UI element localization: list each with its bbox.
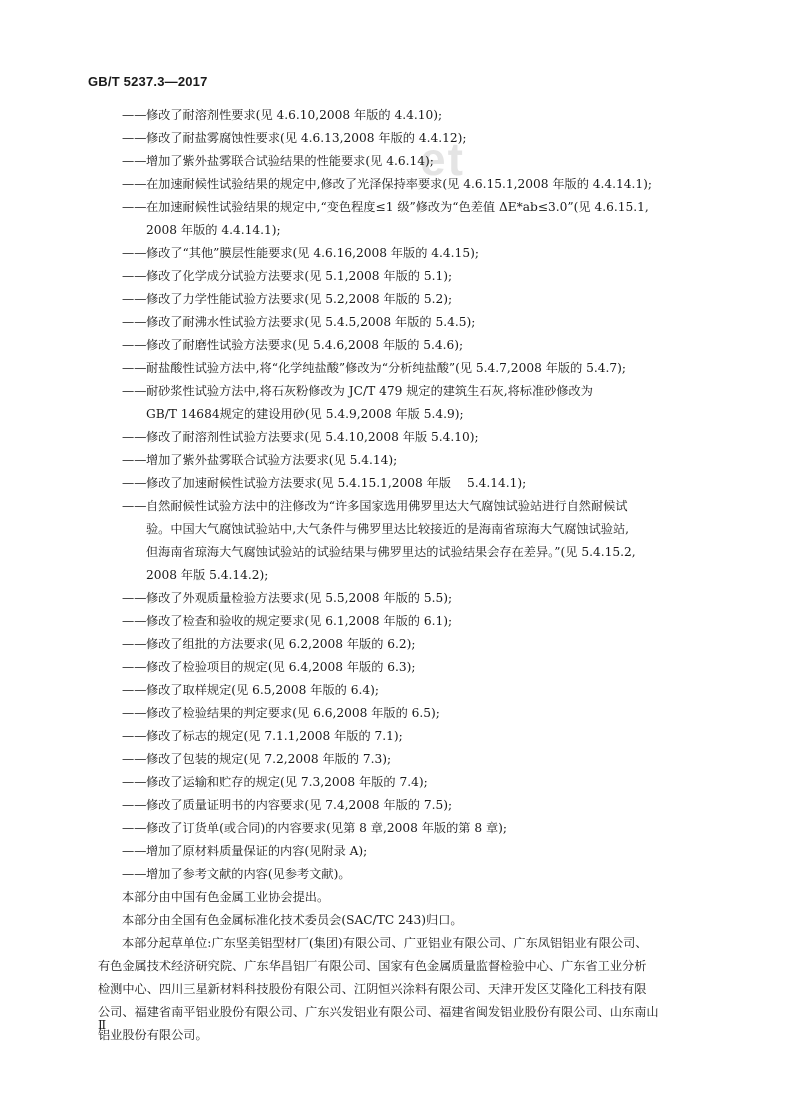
- change-list-item: [0, 587, 800, 610]
- list-dash: ——: [122, 683, 147, 697]
- change-list-item-continuation: [0, 518, 800, 541]
- watermark: et: [420, 133, 465, 185]
- change-list-item-continuation: [0, 564, 800, 587]
- line-text: 修改了组批的方法要求(见 6.2,2008 年版的 6.2);: [146, 637, 416, 651]
- line-text: 本部分起草单位:广东坚美铝型材厂(集团)有限公司、广亚铝业有限公司、广东凤铝铝业有限公司、: [122, 936, 648, 950]
- change-list-item: [0, 840, 800, 863]
- change-list-item: [0, 748, 800, 771]
- list-dash: ——: [122, 637, 147, 651]
- list-dash: ——: [122, 200, 147, 214]
- list-dash: ——: [122, 177, 147, 191]
- line-text: 修改了质量证明书的内容要求(见 7.4,2008 年版的 7.5);: [146, 798, 453, 812]
- paragraph-line: [0, 955, 800, 978]
- line-text: 耐砂浆性试验方法中,将石灰粉修改为 JC/T 479 规定的建筑生石灰,将标准砂修改为: [146, 384, 593, 398]
- line-text: 2008 年版的 4.4.14.1);: [146, 223, 281, 237]
- line-text: 自然耐候性试验方法中的注修改为“许多国家选用佛罗里达大气腐蚀试验站进行自然耐候试: [146, 499, 628, 513]
- list-dash: ——: [122, 499, 147, 513]
- line-text: 修改了耐溶剂性试验方法要求(见 5.4.10,2008 年版 5.4.10);: [146, 430, 479, 444]
- line-text: 公司、福建省南平铝业股份有限公司、广东兴发铝业有限公司、福建省闽发铝业股份有限公司、山东南山: [98, 1005, 659, 1019]
- change-list-item: [0, 334, 800, 357]
- list-dash: ——: [122, 361, 147, 375]
- change-list-item: [0, 380, 800, 403]
- line-text: 在加速耐候性试验结果的规定中,修改了光泽保持率要求(见 4.6.15.1,2008 年版的 4.4.14.1);: [146, 177, 653, 191]
- change-list-item: [0, 610, 800, 633]
- list-dash: ——: [122, 821, 147, 835]
- line-text: 铝业股份有限公司。: [98, 1028, 208, 1042]
- paragraph-line: [0, 932, 800, 955]
- line-text: 修改了检验结果的判定要求(见 6.6,2008 年版的 6.5);: [146, 706, 440, 720]
- list-dash: ——: [122, 453, 147, 467]
- line-text: 在加速耐候性试验结果的规定中,“变色程度≤1 级”修改为“色差值 ΔE*ab≤3.0”(见 4.6.15.1,: [146, 200, 649, 214]
- list-dash: ——: [122, 476, 147, 490]
- line-text: 本部分由中国有色金属工业协会提出。: [122, 890, 330, 904]
- change-list-item: [0, 150, 800, 173]
- change-list-item: [0, 311, 800, 334]
- list-dash: ——: [122, 269, 147, 283]
- change-list-item: [0, 794, 800, 817]
- list-dash: ——: [122, 315, 147, 329]
- list-dash: ——: [122, 154, 147, 168]
- list-dash: ——: [122, 591, 147, 605]
- list-dash: ——: [122, 844, 147, 858]
- change-list-item: [0, 449, 800, 472]
- list-dash: ——: [122, 867, 147, 881]
- line-text: 但海南省琼海大气腐蚀试验站的试验结果与佛罗里达的试验结果会存在差异。”(见 5.4.15.2,: [146, 545, 636, 559]
- list-dash: ——: [122, 384, 147, 398]
- list-dash: ——: [122, 729, 147, 743]
- line-text: 修改了耐沸水性试验方法要求(见 5.4.5,2008 年版的 5.4.5);: [146, 315, 476, 329]
- change-list-item: [0, 426, 800, 449]
- change-list-item-continuation: [0, 403, 800, 426]
- line-text: 修改了运输和贮存的规定(见 7.3,2008 年版的 7.4);: [146, 775, 428, 789]
- list-dash: ——: [122, 752, 147, 766]
- line-text: 修改了加速耐候性试验方法要求(见 5.4.15.1,2008 年版 5.4.14.1);: [146, 476, 527, 490]
- line-text: 修改了外观质量检验方法要求(见 5.5,2008 年版的 5.5);: [146, 591, 453, 605]
- change-list-item: [0, 702, 800, 725]
- paragraph-line: [0, 909, 800, 932]
- list-dash: ——: [122, 292, 147, 306]
- change-list-item: [0, 196, 800, 219]
- change-list-item-continuation: [0, 541, 800, 564]
- change-list-item: [0, 679, 800, 702]
- line-text: 修改了耐磨性试验方法要求(见 5.4.6,2008 年版的 5.4.6);: [146, 338, 464, 352]
- change-list-item: [0, 357, 800, 380]
- line-text: 修改了检查和验收的规定要求(见 6.1,2008 年版的 6.1);: [146, 614, 453, 628]
- list-dash: ——: [122, 430, 147, 444]
- change-list-item: [0, 265, 800, 288]
- page-number: Ⅱ: [98, 1018, 107, 1032]
- list-dash: ——: [122, 706, 147, 720]
- change-list-item: [0, 104, 800, 127]
- line-text: 修改了订货单(或合同)的内容要求(见第 8 章,2008 年版的第 8 章);: [146, 821, 508, 835]
- change-list-item: [0, 771, 800, 794]
- line-text: 本部分由全国有色金属标准化技术委员会(SAC/TC 243)归口。: [122, 913, 463, 927]
- line-text: 增加了紫外盐雾联合试验结果的性能要求(见 4.6.14);: [146, 154, 434, 168]
- list-dash: ——: [122, 660, 147, 674]
- line-text: 修改了化学成分试验方法要求(见 5.1,2008 年版的 5.1);: [146, 269, 453, 283]
- line-text: 有色金属技术经济研究院、广东华昌铝厂有限公司、国家有色金属质量监督检验中心、广东省工业分析: [98, 959, 647, 973]
- line-text: 修改了包装的规定(见 7.2,2008 年版的 7.3);: [146, 752, 392, 766]
- change-list-item: [0, 863, 800, 886]
- line-text: 修改了取样规定(见 6.5,2008 年版的 6.4);: [146, 683, 379, 697]
- line-text: 增加了原材料质量保证的内容(见附录 A);: [146, 844, 368, 858]
- line-text: 修改了“其他”膜层性能要求(见 4.6.16,2008 年版的 4.4.15);: [146, 246, 479, 260]
- standard-code-header: GB/T 5237.3—2017: [88, 74, 208, 89]
- line-text: 验。中国大气腐蚀试验站中,大气条件与佛罗里达比较接近的是海南省琼海大气腐蚀试验站,: [146, 522, 630, 536]
- list-dash: ——: [122, 338, 147, 352]
- line-text: 增加了参考文献的内容(见参考文献)。: [146, 867, 351, 881]
- change-list-item-continuation: [0, 219, 800, 242]
- line-text: 2008 年版 5.4.14.2);: [146, 568, 269, 582]
- line-text: 检测中心、四川三星新材料科技股份有限公司、江阴恒兴涂料有限公司、天津开发区艾隆化工科技有限: [98, 982, 647, 996]
- change-list-item: [0, 633, 800, 656]
- line-text: 修改了耐盐雾腐蚀性要求(见 4.6.13,2008 年版的 4.4.12);: [146, 131, 467, 145]
- paragraph-line: [0, 1024, 800, 1047]
- line-text: 修改了力学性能试验方法要求(见 5.2,2008 年版的 5.2);: [146, 292, 453, 306]
- line-text: GB/T 14684规定的建设用砂(见 5.4.9,2008 年版 5.4.9);: [146, 407, 464, 421]
- line-text: 耐盐酸性试验方法中,将“化学纯盐酸”修改为“分析纯盐酸”(见 5.4.7,2008 年版的 5.4.7);: [146, 361, 627, 375]
- list-dash: ——: [122, 108, 147, 122]
- line-text: 修改了标志的规定(见 7.1.1,2008 年版的 7.1);: [146, 729, 403, 743]
- list-dash: ——: [122, 775, 147, 789]
- line-text: 修改了耐溶剂性要求(见 4.6.10,2008 年版的 4.4.10);: [146, 108, 443, 122]
- change-list-item: [0, 127, 800, 150]
- paragraph-line: [0, 1001, 800, 1024]
- change-list-item: [0, 725, 800, 748]
- list-dash: ——: [122, 614, 147, 628]
- change-list-item: [0, 288, 800, 311]
- change-list-item: [0, 173, 800, 196]
- change-list-item: [0, 472, 800, 495]
- change-list-item: [0, 242, 800, 265]
- paragraph-line: [0, 978, 800, 1001]
- list-dash: ——: [122, 131, 147, 145]
- list-dash: ——: [122, 798, 147, 812]
- change-list-item: [0, 495, 800, 518]
- line-text: 修改了检验项目的规定(见 6.4,2008 年版的 6.3);: [146, 660, 416, 674]
- line-text: 增加了紫外盐雾联合试验方法要求(见 5.4.14);: [146, 453, 398, 467]
- change-list-item: [0, 656, 800, 679]
- list-dash: ——: [122, 246, 147, 260]
- paragraph-line: [0, 886, 800, 909]
- change-list-item: [0, 817, 800, 840]
- document-body: [0, 104, 800, 1047]
